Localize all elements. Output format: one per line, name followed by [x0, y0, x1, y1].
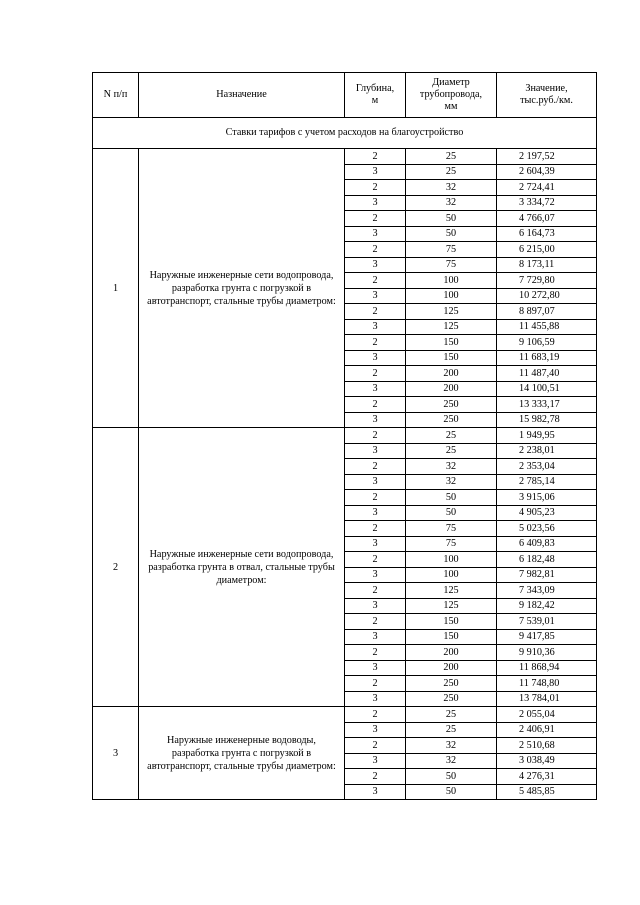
diameter-cell: 32 — [406, 195, 497, 211]
value-cell: 6 182,48 — [497, 552, 597, 568]
diameter-cell: 250 — [406, 397, 497, 413]
diameter-cell: 32 — [406, 753, 497, 769]
value-cell: 11 455,88 — [497, 319, 597, 335]
depth-cell: 2 — [345, 583, 406, 599]
diameter-cell: 25 — [406, 149, 497, 165]
diameter-cell: 25 — [406, 707, 497, 723]
depth-cell: 3 — [345, 505, 406, 521]
diameter-cell: 100 — [406, 288, 497, 304]
header-diameter: Диаметр трубопровода, мм — [406, 73, 497, 118]
diameter-cell: 125 — [406, 319, 497, 335]
depth-cell: 2 — [345, 397, 406, 413]
diameter-cell: 150 — [406, 335, 497, 351]
table-row — [93, 428, 597, 444]
depth-cell: 2 — [345, 149, 406, 165]
value-cell: 6 164,73 — [497, 226, 597, 242]
depth-cell: 3 — [345, 691, 406, 707]
depth-cell: 3 — [345, 598, 406, 614]
header-value: Значение, тыс.руб./км. — [497, 73, 597, 118]
section-title: Ставки тарифов с учетом расходов на благоустройство — [93, 118, 597, 149]
diameter-cell: 32 — [406, 474, 497, 490]
depth-cell: 2 — [345, 490, 406, 506]
group-number: 3 — [93, 707, 139, 800]
value-cell: 13 784,01 — [497, 691, 597, 707]
diameter-cell: 50 — [406, 490, 497, 506]
depth-cell: 2 — [345, 242, 406, 258]
value-cell: 5 023,56 — [497, 521, 597, 537]
value-cell: 9 417,85 — [497, 629, 597, 645]
value-cell: 2 197,52 — [497, 149, 597, 165]
depth-cell: 3 — [345, 660, 406, 676]
diameter-cell: 32 — [406, 459, 497, 475]
depth-cell: 2 — [345, 614, 406, 630]
depth-cell: 3 — [345, 226, 406, 242]
diameter-cell: 125 — [406, 583, 497, 599]
diameter-cell: 125 — [406, 304, 497, 320]
depth-cell: 2 — [345, 304, 406, 320]
depth-cell: 3 — [345, 164, 406, 180]
depth-cell: 2 — [345, 521, 406, 537]
value-cell: 4 905,23 — [497, 505, 597, 521]
value-cell: 3 334,72 — [497, 195, 597, 211]
depth-cell: 3 — [345, 784, 406, 800]
diameter-cell: 250 — [406, 676, 497, 692]
value-cell: 8 173,11 — [497, 257, 597, 273]
diameter-cell: 200 — [406, 645, 497, 661]
value-cell: 14 100,51 — [497, 381, 597, 397]
diameter-cell: 200 — [406, 381, 497, 397]
depth-cell: 3 — [345, 443, 406, 459]
depth-cell: 2 — [345, 273, 406, 289]
value-cell: 6 215,00 — [497, 242, 597, 258]
depth-cell: 3 — [345, 412, 406, 428]
value-cell: 15 982,78 — [497, 412, 597, 428]
depth-cell: 3 — [345, 257, 406, 273]
group-number: 1 — [93, 149, 139, 428]
value-cell: 11 683,19 — [497, 350, 597, 366]
tariff-table — [92, 72, 597, 800]
diameter-cell: 50 — [406, 784, 497, 800]
diameter-cell: 50 — [406, 505, 497, 521]
diameter-cell: 100 — [406, 552, 497, 568]
diameter-cell: 75 — [406, 521, 497, 537]
table-row — [93, 707, 597, 723]
depth-cell: 3 — [345, 536, 406, 552]
depth-cell: 2 — [345, 180, 406, 196]
section-row — [93, 118, 597, 149]
value-cell: 2 604,39 — [497, 164, 597, 180]
value-cell: 2 406,91 — [497, 722, 597, 738]
value-cell: 2 055,04 — [497, 707, 597, 723]
diameter-cell: 32 — [406, 738, 497, 754]
diameter-cell: 150 — [406, 629, 497, 645]
diameter-cell: 25 — [406, 443, 497, 459]
header-number: N п/п — [93, 73, 139, 118]
value-cell: 13 333,17 — [497, 397, 597, 413]
value-cell: 2 510,68 — [497, 738, 597, 754]
diameter-cell: 125 — [406, 598, 497, 614]
depth-cell: 3 — [345, 474, 406, 490]
value-cell: 4 276,31 — [497, 769, 597, 785]
depth-cell: 2 — [345, 428, 406, 444]
value-cell: 1 949,95 — [497, 428, 597, 444]
diameter-cell: 32 — [406, 180, 497, 196]
diameter-cell: 200 — [406, 660, 497, 676]
diameter-cell: 100 — [406, 273, 497, 289]
value-cell: 10 272,80 — [497, 288, 597, 304]
group-description: Наружные инженерные сети водопровода, разработка грунта в отвал, стальные трубы диаметром: — [139, 428, 345, 707]
header-depth: Глубина, м — [345, 73, 406, 118]
value-cell: 7 539,01 — [497, 614, 597, 630]
value-cell: 11 487,40 — [497, 366, 597, 382]
depth-cell: 3 — [345, 629, 406, 645]
table-row — [93, 149, 597, 165]
depth-cell: 3 — [345, 350, 406, 366]
depth-cell: 3 — [345, 288, 406, 304]
diameter-cell: 150 — [406, 350, 497, 366]
depth-cell: 3 — [345, 567, 406, 583]
value-cell: 4 766,07 — [497, 211, 597, 227]
depth-cell: 3 — [345, 753, 406, 769]
value-cell: 6 409,83 — [497, 536, 597, 552]
diameter-cell: 50 — [406, 211, 497, 227]
depth-cell: 3 — [345, 381, 406, 397]
header-purpose: Назначение — [139, 73, 345, 118]
depth-cell: 2 — [345, 645, 406, 661]
value-cell: 11 748,80 — [497, 676, 597, 692]
table-body — [93, 118, 597, 800]
depth-cell: 2 — [345, 459, 406, 475]
diameter-cell: 250 — [406, 691, 497, 707]
depth-cell: 2 — [345, 738, 406, 754]
depth-cell: 2 — [345, 211, 406, 227]
group-number: 2 — [93, 428, 139, 707]
diameter-cell: 75 — [406, 257, 497, 273]
depth-cell: 2 — [345, 335, 406, 351]
diameter-cell: 100 — [406, 567, 497, 583]
diameter-cell: 75 — [406, 536, 497, 552]
value-cell: 3 915,06 — [497, 490, 597, 506]
depth-cell: 2 — [345, 769, 406, 785]
value-cell: 2 724,41 — [497, 180, 597, 196]
depth-cell: 2 — [345, 707, 406, 723]
depth-cell: 3 — [345, 319, 406, 335]
diameter-cell: 250 — [406, 412, 497, 428]
diameter-cell: 50 — [406, 769, 497, 785]
diameter-cell: 75 — [406, 242, 497, 258]
value-cell: 9 910,36 — [497, 645, 597, 661]
table-header-row — [93, 73, 597, 118]
diameter-cell: 50 — [406, 226, 497, 242]
value-cell: 7 982,81 — [497, 567, 597, 583]
value-cell: 7 343,09 — [497, 583, 597, 599]
group-description: Наружные инженерные водоводы, разработка грунта с погрузкой в автотранспорт, стальные трубы диаметром: — [139, 707, 345, 800]
depth-cell: 3 — [345, 722, 406, 738]
diameter-cell: 25 — [406, 164, 497, 180]
diameter-cell: 150 — [406, 614, 497, 630]
depth-cell: 2 — [345, 676, 406, 692]
value-cell: 3 038,49 — [497, 753, 597, 769]
value-cell: 2 353,04 — [497, 459, 597, 475]
diameter-cell: 25 — [406, 722, 497, 738]
depth-cell: 3 — [345, 195, 406, 211]
depth-cell: 2 — [345, 366, 406, 382]
value-cell: 9 106,59 — [497, 335, 597, 351]
group-description: Наружные инженерные сети водопровода, разработка грунта с погрузкой в автотранспорт, стальные трубы диаметром: — [139, 149, 345, 428]
value-cell: 11 868,94 — [497, 660, 597, 676]
value-cell: 2 785,14 — [497, 474, 597, 490]
value-cell: 9 182,42 — [497, 598, 597, 614]
value-cell: 5 485,85 — [497, 784, 597, 800]
diameter-cell: 25 — [406, 428, 497, 444]
value-cell: 2 238,01 — [497, 443, 597, 459]
value-cell: 8 897,07 — [497, 304, 597, 320]
depth-cell: 2 — [345, 552, 406, 568]
diameter-cell: 200 — [406, 366, 497, 382]
value-cell: 7 729,80 — [497, 273, 597, 289]
